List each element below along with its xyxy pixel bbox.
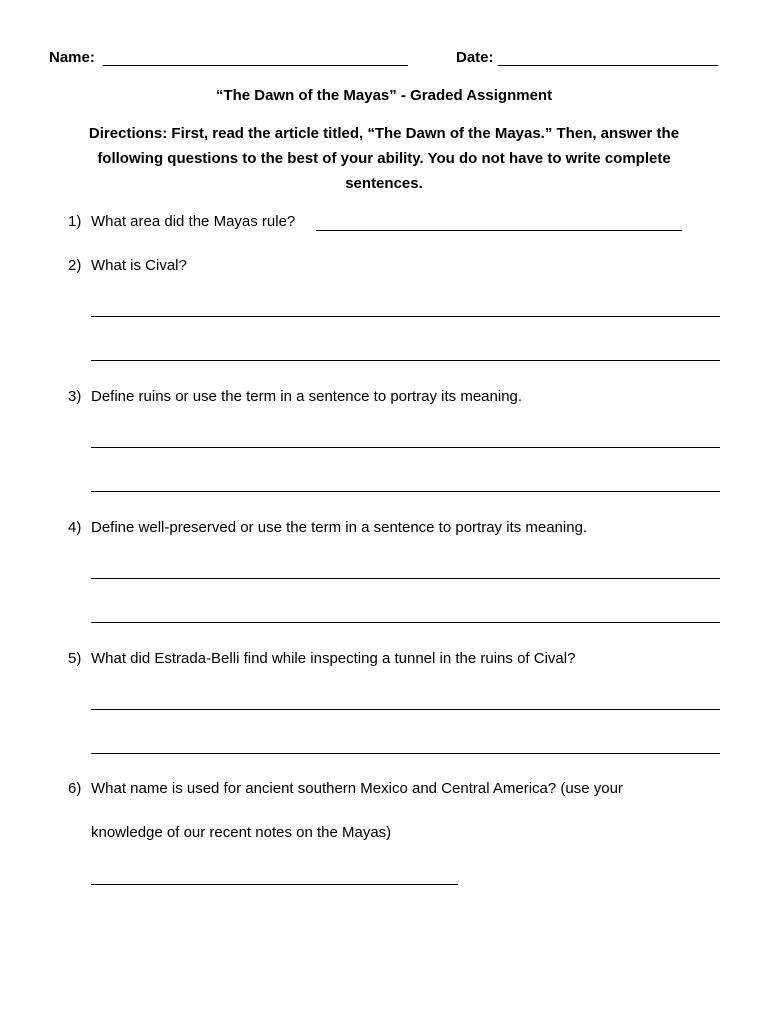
question-5-answer-line-1[interactable] — [91, 709, 720, 710]
question-6-text: What name is used for ancient southern Mexico and Central America? (use your — [91, 780, 623, 797]
question-3-text: Define ruins or use the term in a sentence to portray its meaning. — [91, 388, 523, 405]
question-5-text: What did Estrada-Belli find while inspecting a tunnel in the ruins of Cival? — [91, 650, 576, 667]
date-field[interactable] — [498, 65, 718, 66]
question-6-answer-line[interactable] — [91, 884, 458, 885]
question-4-answer-line-1[interactable] — [91, 578, 720, 579]
directions-line-1: Directions: First, read the article titled, “The Dawn of the Mayas.” Then, answer the — [88, 125, 680, 142]
name-field[interactable] — [103, 65, 408, 66]
question-3-number: 3) — [68, 388, 82, 405]
directions-line-2: following questions to the best of your ability. You do not have to write complete — [97, 150, 671, 167]
question-5-answer-line-2[interactable] — [91, 753, 720, 754]
question-2-answer-line-1[interactable] — [91, 316, 720, 317]
question-2-text: What is Cival? — [91, 257, 187, 274]
question-4-text: Define well-preserved or use the term in a sentence to portray its meaning. — [91, 519, 588, 536]
directions-line-3: sentences. — [345, 175, 423, 192]
question-4-number: 4) — [68, 519, 82, 536]
date-label: Date: — [456, 49, 494, 66]
question-3-answer-line-1[interactable] — [91, 447, 720, 448]
name-label: Name: — [49, 49, 95, 66]
question-4-answer-line-2[interactable] — [91, 622, 720, 623]
question-1-answer-line[interactable] — [316, 230, 682, 231]
question-5-number: 5) — [68, 650, 82, 667]
question-2-answer-line-2[interactable] — [91, 360, 720, 361]
question-6-text-continued: knowledge of our recent notes on the Mayas) — [91, 824, 392, 841]
page-title: “The Dawn of the Mayas” - Graded Assignment — [215, 87, 553, 104]
question-2-number: 2) — [68, 257, 82, 274]
question-1-number: 1) — [68, 213, 82, 230]
question-6-number: 6) — [68, 780, 82, 797]
question-3-answer-line-2[interactable] — [91, 491, 720, 492]
question-1-text: What area did the Mayas rule? — [91, 213, 296, 230]
